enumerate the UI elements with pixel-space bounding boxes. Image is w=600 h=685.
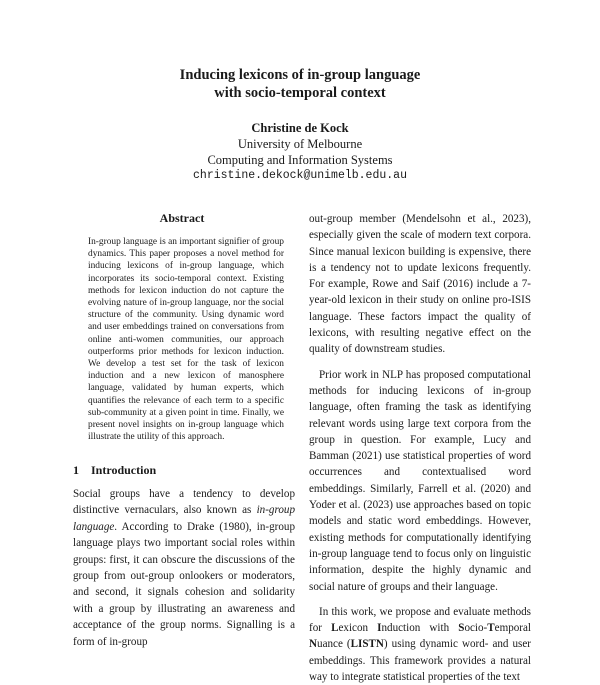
p3-text-a: In this work, we propose and evaluate methods for — [309, 605, 531, 635]
p3-text-b: exicon — [338, 622, 378, 635]
abstract-body — [88, 236, 284, 443]
right-paragraph-1: out-group member (Mendelsohn et al., 2023), especially given the scale of modern text corpora. Since manual lexicon building is expensive, there is a tendency not to update lexicons frequently. For example, Rowe and Saif (2016) include a 7-year-old lexicon in their study on online pro-ISIS language. These factors impact the quality of lexicons, with resulting negative effect on the quality of downstream studies. — [309, 213, 531, 356]
intro-emphasis: in-group language — [73, 504, 295, 533]
p3-text-c: nduction with — [381, 622, 459, 635]
left-column-body — [73, 486, 295, 650]
abstract-heading: Abstract — [159, 211, 205, 225]
right-paragraph-2: Prior work in NLP has proposed computational methods for inducing lexicons of in-group language, often framing the task as identifying relevant words using large text corpora from the group in question. For example, Lucy and Bamman (2021) use statistical properties of word occurrences and contextualised word embeddings. Similarly, Farrell et al. (2020) and Yoder et al. (2023) use approaches based on topic models and static word embeddings. However, existing methods for computationally identifying in-group language tend to focus only on linguistic information, despite the highly dynamic and social nature of groups and their language. — [309, 368, 531, 593]
section-heading-introduction — [73, 463, 156, 478]
intro-text-a: Social groups have a tendency to develop distinctive vernaculars, also known as — [73, 488, 295, 517]
title-line-1: Inducing lexicons of in-group language — [179, 67, 421, 83]
p3-text-e: emporal — [494, 622, 531, 635]
paper-title — [0, 66, 600, 102]
author-block — [0, 120, 600, 184]
title-line-2: with socio-temporal context — [214, 85, 386, 101]
right-column-body — [309, 211, 531, 685]
p3-letter-s: S — [458, 622, 465, 635]
p3-text-g: ) using dynamic word- and user embeddings. This framework provides a natural way to integrate statistical properties of the text — [309, 638, 531, 684]
p3-text-d: ocio- — [464, 622, 488, 635]
p3-letter-n: N — [309, 638, 318, 651]
p3-letter-t: T — [487, 622, 495, 635]
author-department: Computing and Information Systems — [207, 153, 393, 167]
section-title: Introduction — [91, 463, 157, 477]
p3-letter-l: L — [331, 622, 339, 635]
author-name: Christine de Kock — [251, 121, 349, 135]
author-email: christine.dekock@unimelb.edu.au — [193, 169, 407, 182]
p3-letter-i: I — [377, 622, 382, 635]
section-number: 1 — [73, 463, 79, 477]
abstract-text: In-group language is an important signifier of group dynamics. This paper proposes a novel method for inducing lexicons of in-group language, which incorporates its socio-temporal context. Existing methods for lexicon induction do not capture the evolving nature of in-group language, nor the social structure of the community. Using dynamic word and user embeddings trained on conversations from online anti-women communities, our approach outperforms prior methods for lexicon induction. We develop a test set for the task of lexicon induction and a new lexicon of manosphere language, validated by human experts, which quantifies the relevance of each term to a specific sub-community at a given point in time. Finally, we present novel insights on in-group language which illustrate the utility of this approach. — [88, 237, 284, 443]
p3-acronym: LISTN — [350, 638, 384, 651]
author-affiliation: University of Melbourne — [237, 137, 363, 151]
right-paragraph-3 — [309, 604, 531, 685]
intro-paragraph-1 — [73, 486, 295, 650]
p3-text-f: uance ( — [317, 638, 351, 651]
intro-text-b: . According to Drake (1980), in-group language plays two important social roles within groups: first, it can obscure the discussions of the group from out-group onlookers or moderators, and second, it signals cohesion and solidarity with a group by illustrating an awareness and acceptance of the group norms. Signalling is a form of in-group — [73, 520, 295, 648]
